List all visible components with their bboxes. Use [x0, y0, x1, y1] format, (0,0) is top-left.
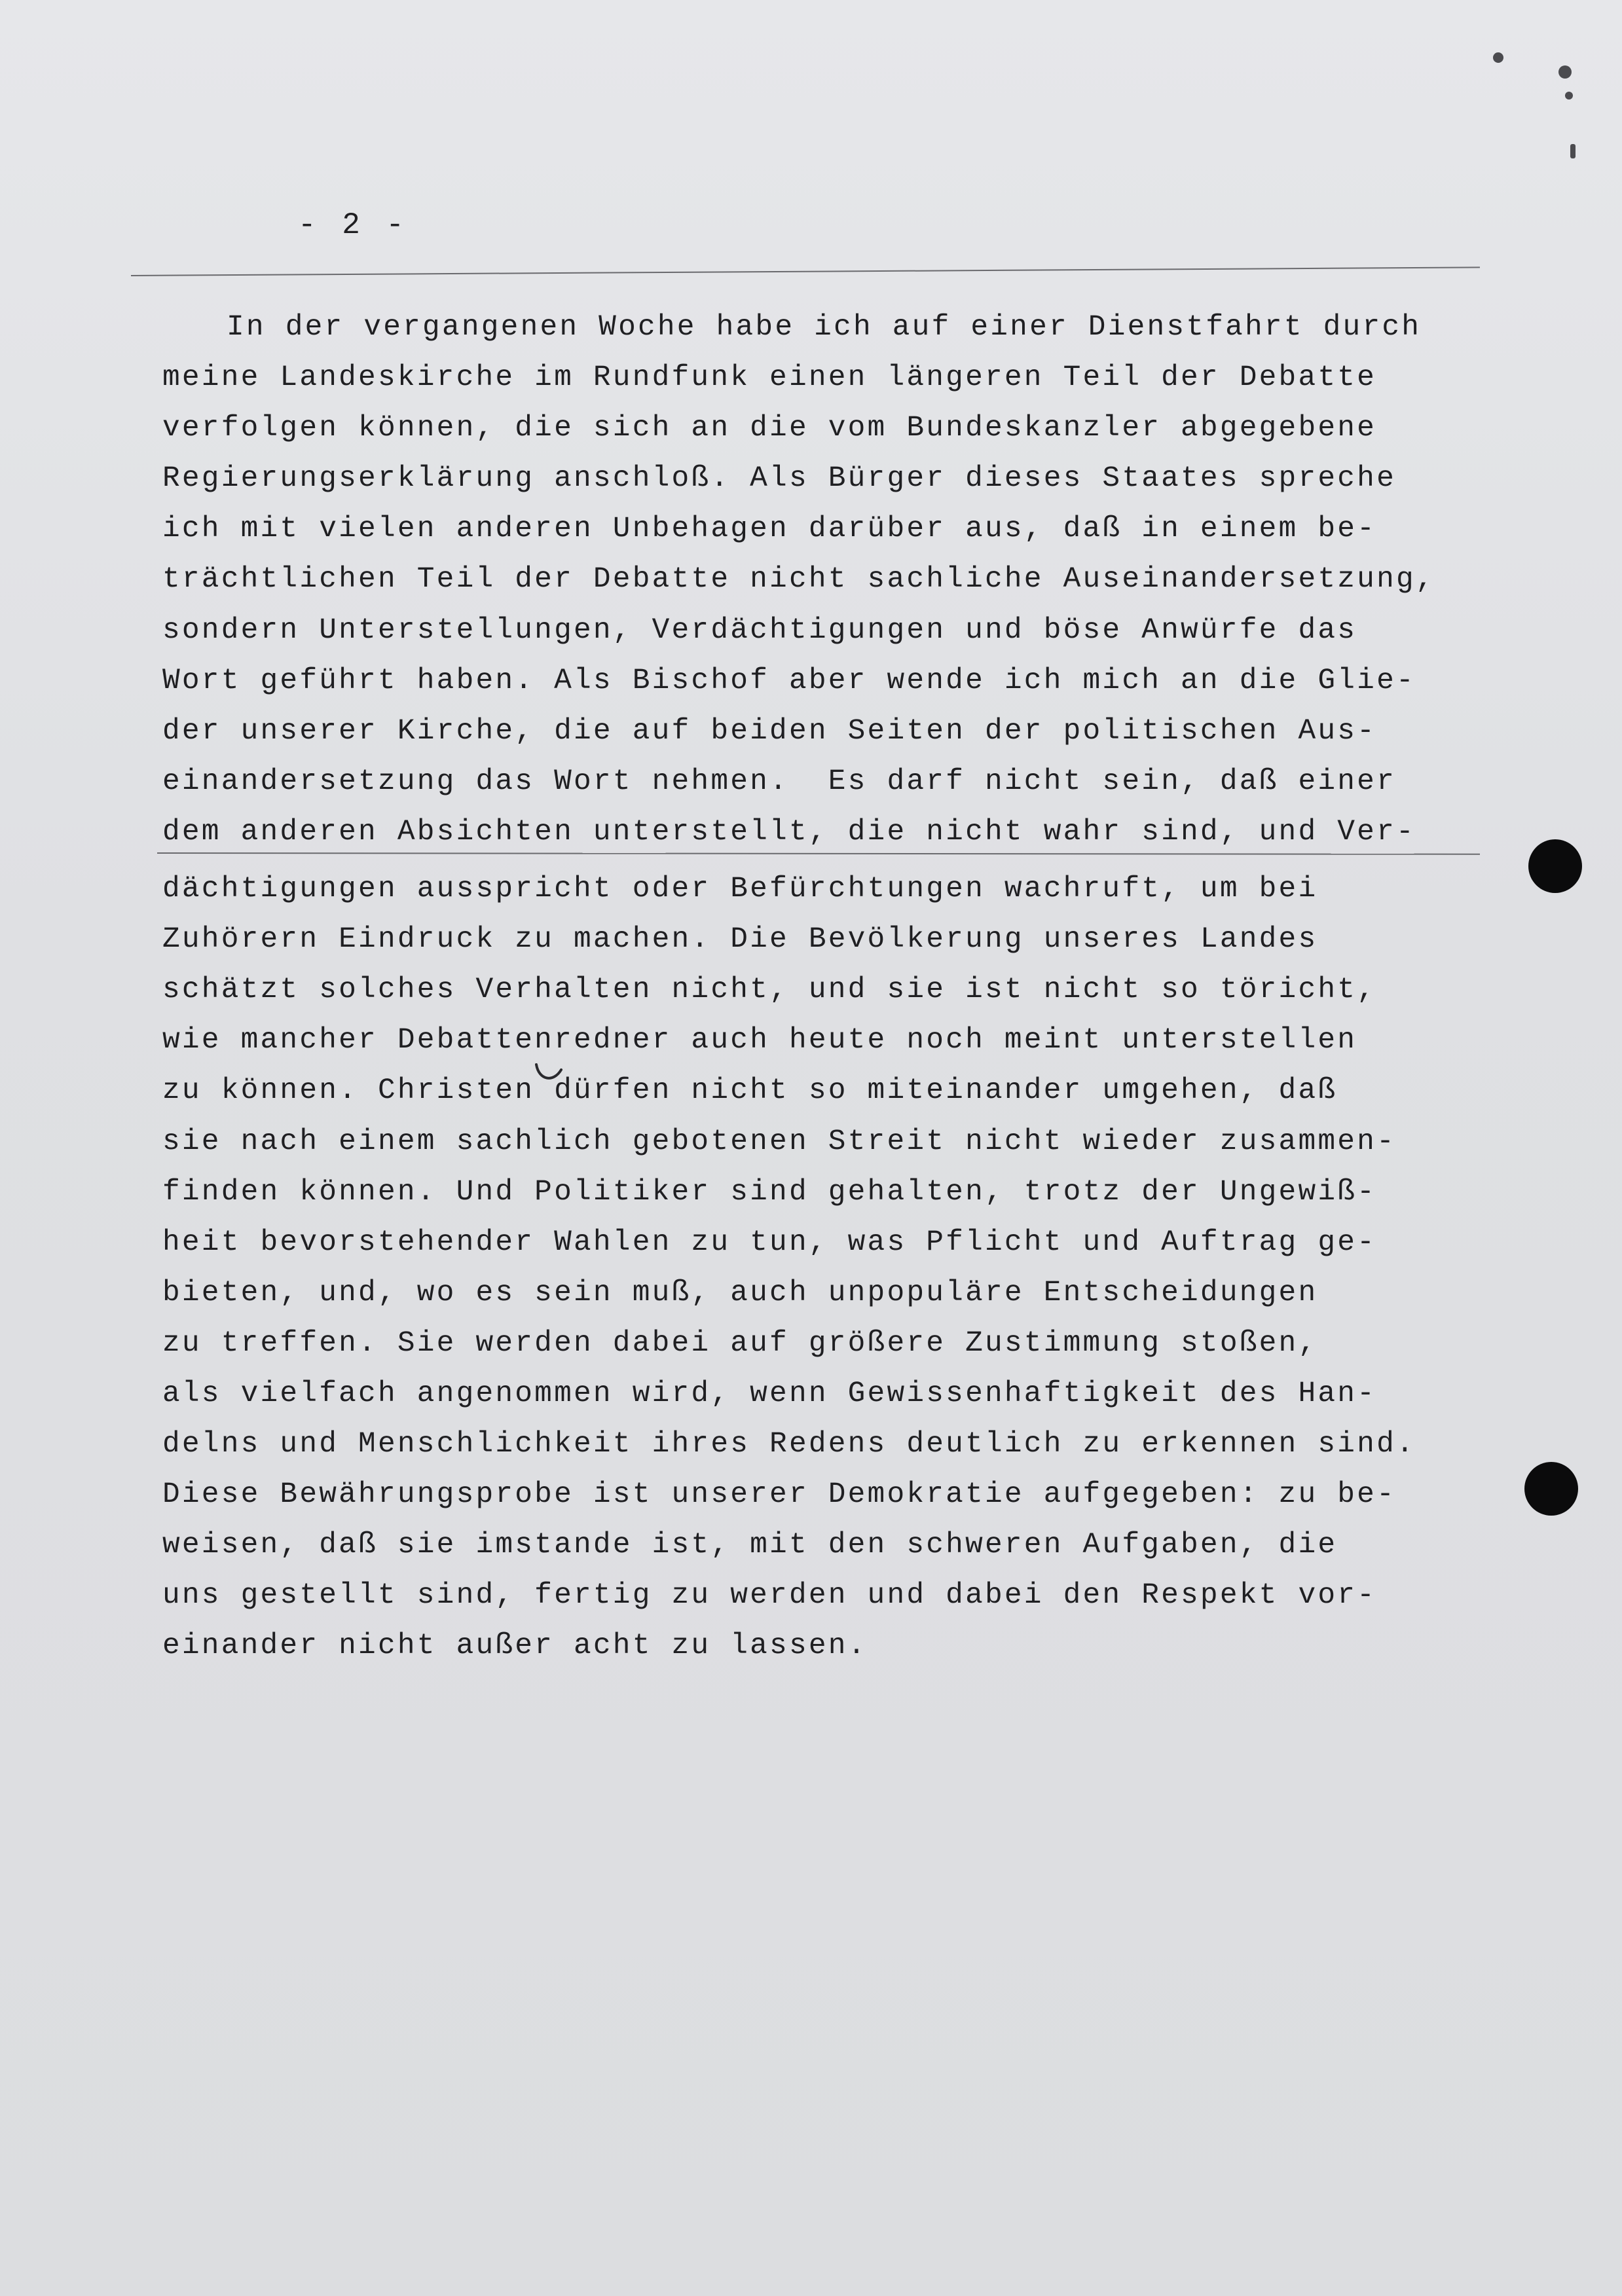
- text-line: zu treffen. Sie werden dabei auf größere Zustimmung stoßen,: [162, 1326, 1318, 1360]
- text-line: Zuhörern Eindruck zu machen. Die Bevölkerung unseres Landes: [162, 923, 1318, 957]
- text-line: In der vergangenen Woche habe ich auf einer Dienstfahrt durch: [227, 311, 1422, 344]
- text-line: Regierungserklärung anschloß. Als Bürger dieses Staates spreche: [162, 462, 1396, 496]
- text-line: delns und Menschlichkeit ihres Redens deutlich zu erkennen sind.: [162, 1428, 1416, 1461]
- text-line: dächtigungen ausspricht oder Befürchtungen wachruft, um bei: [162, 873, 1318, 906]
- text-line: uns gestellt sind, fertig zu werden und dabei den Respekt vor-: [162, 1579, 1377, 1613]
- text-line: trächtlichen Teil der Debatte nicht sachliche Auseinandersetzung,: [162, 563, 1435, 596]
- text-line: einandersetzung das Wort nehmen. Es darf nicht sein, daß einer: [162, 765, 1396, 798]
- handwritten-correction-icon: [534, 1061, 564, 1087]
- text-line: Wort geführt haben. Als Bischof aber wende ich mich an die Glie-: [162, 664, 1416, 697]
- text-line: heit bevorstehender Wahlen zu tun, was Pflicht und Auftrag ge-: [162, 1226, 1377, 1259]
- text-line: meine Landeskirche im Rundfunk einen längeren Teil der Debatte: [162, 361, 1377, 395]
- staple-mark-icon: [1493, 52, 1503, 63]
- text-line: als vielfach angenommen wird, wenn Gewissenhaftigkeit des Han-: [162, 1377, 1377, 1410]
- text-line: sie nach einem sachlich gebotenen Streit nicht wieder zusammen-: [162, 1125, 1396, 1158]
- text-line: dem anderen Absichten unterstellt, die nicht wahr sind, und Ver-: [162, 815, 1416, 848]
- punch-hole-icon: [1528, 839, 1582, 893]
- body-paragraph: [162, 302, 1498, 1672]
- text-line: schätzt solches Verhalten nicht, und sie ist nicht so töricht,: [162, 974, 1377, 1007]
- text-line: verfolgen können, die sich an die vom Bundeskanzler abgegebene: [162, 412, 1377, 445]
- page-number: - 2 -: [298, 208, 409, 242]
- text-line: bieten, und, wo es sein muß, auch unpopuläre Entscheidungen: [162, 1276, 1318, 1309]
- staple-mark-icon: [1558, 65, 1572, 79]
- text-line: der unserer Kirche, die auf beiden Seiten der politischen Aus-: [162, 714, 1377, 748]
- text-line: sondern Unterstellungen, Verdächtigungen und böse Anwürfe das: [162, 613, 1357, 647]
- punch-hole-icon: [1524, 1462, 1578, 1516]
- staple-mark-icon: [1565, 92, 1573, 100]
- text-line: einander nicht außer acht zu lassen.: [162, 1630, 868, 1663]
- text-line: zu können. Christen dürfen nicht so miteinander umgehen, daß: [162, 1074, 1338, 1108]
- text-line: weisen, daß sie imstande ist, mit den schweren Aufgaben, die: [162, 1529, 1338, 1562]
- text-line: ich mit vielen anderen Unbehagen darüber aus, daß in einem be-: [162, 513, 1377, 546]
- text-line: finden können. Und Politiker sind gehalten, trotz der Ungewiß-: [162, 1175, 1377, 1209]
- text-line: Diese Bewährungsprobe ist unserer Demokratie aufgegeben: zu be-: [162, 1478, 1396, 1512]
- staple-mark-icon: [1570, 144, 1576, 158]
- text-line: wie mancher Debattenredner auch heute noch meint unterstellen: [162, 1024, 1357, 1057]
- top-rule-line: [131, 266, 1480, 276]
